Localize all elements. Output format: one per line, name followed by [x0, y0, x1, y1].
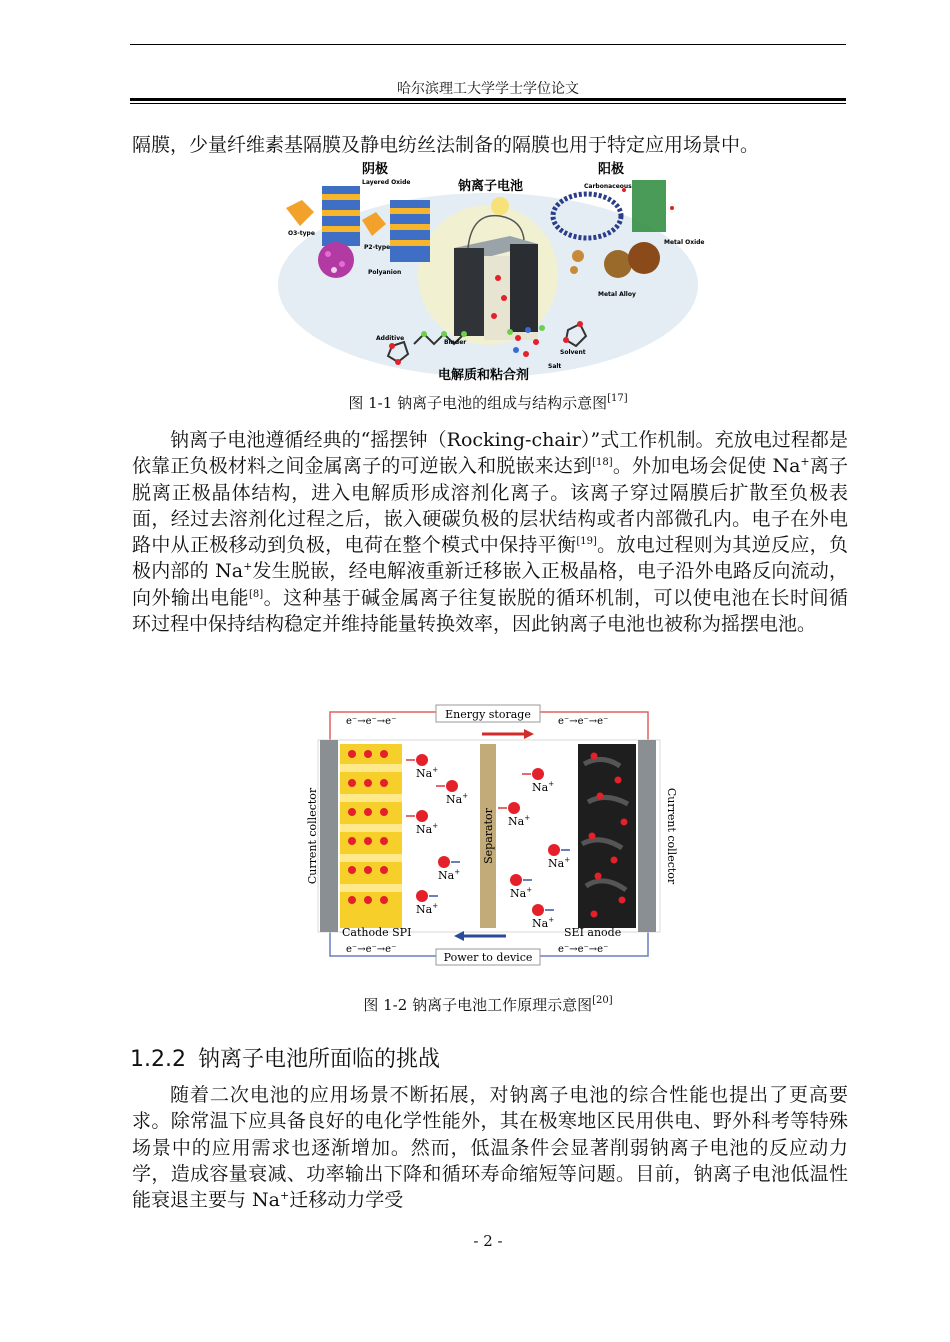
current-collector-right-label: Current collector: [665, 787, 678, 885]
sodium-ion-sphere: [416, 810, 428, 822]
sodium-ion-label: Na+: [416, 766, 439, 780]
figure-1-caption: [130, 392, 846, 413]
current-collector-right: [638, 740, 656, 932]
figure-2-image: [302, 704, 678, 966]
figure-2-caption-text: 图 1-2 钠离子电池工作原理示意图: [363, 996, 593, 1014]
p2-segment-c: 离子脱离正极晶体结构，进入电解质形成溶剂化离子。该离子穿过隔膜后扩散至负极表面，经过去溶剂化过程之后，嵌入硬碳负极的层状结构或者内部微孔内。电子在外电路中从正极移动到负极，电荷在整个模式中保持平衡: [132, 455, 848, 557]
p2-ion-charge-2: +: [243, 560, 253, 574]
electron-flow-bottom-right: e⁻→e⁻→e⁻: [558, 944, 609, 955]
sodium-ion-label: Na+: [416, 822, 439, 836]
anode-carbon: [578, 744, 636, 928]
label-polyanion: Polyanion: [368, 269, 402, 276]
electron-flow-top-right: e⁻→e⁻→e⁻: [558, 716, 609, 727]
sodium-ion-label: Na+: [532, 780, 555, 794]
figure-2-caption-ref: [20]: [592, 995, 613, 1006]
header-thick-rule: [130, 98, 846, 101]
label-binder: Binder: [444, 339, 467, 346]
fig1-bottom-title: 电解质和粘合剂: [438, 368, 530, 383]
sodium-ion-sphere: [416, 754, 428, 766]
sodium-ion-charge: +: [462, 792, 469, 800]
p3-segment-a: 随着二次电池的应用场景不断拓展，对钠离子电池的综合性能也提出了更高要求。除常温下应具备良好的电化学性能外，其在极寒地区民用供电、野外科考等特殊场景中的应用需求也逐渐增加。然而，低温条件会显著削弱钠离子电池的反应动力学，造成容量衰减、功率输出下降和循环寿命缩短等问题。目前，钠离子电池低温性能衰退主要与 Na: [132, 1084, 848, 1212]
p3-segment-b: 迁移动力学受: [289, 1189, 404, 1212]
figure-2-caption: [130, 994, 846, 1015]
label-solvent: Solvent: [560, 349, 586, 356]
sodium-ion-label: Na+: [508, 814, 531, 828]
p2-ref-18: [18]: [592, 457, 613, 469]
label-salt: Salt: [548, 363, 562, 370]
running-header-title: 哈尔滨理工大学学士学位论文: [397, 81, 579, 97]
cathode-layers: [340, 744, 402, 928]
current-collector-left-label: Current collector: [306, 787, 319, 885]
sodium-ion-sphere: [532, 768, 544, 780]
label-metal-oxide: Metal Oxide: [664, 239, 705, 246]
sodium-ion-sphere: [508, 802, 520, 814]
sodium-ion-charge: +: [524, 814, 531, 822]
sodium-ion-sphere: [548, 844, 560, 856]
electron-flow-bottom-left: e⁻→e⁻→e⁻: [346, 944, 397, 955]
sodium-ion-charge: +: [564, 856, 571, 864]
cathode-label: Cathode SPI: [342, 926, 412, 939]
sodium-ion-sphere: [438, 856, 450, 868]
p2-segment-e: 发生脱嵌，经电解液重新迁移嵌入正极晶格，电子沿外电路反向流动，向外输出电能: [132, 560, 848, 609]
sodium-ion-charge: +: [432, 766, 439, 774]
p2-ion-charge-1: +: [800, 455, 810, 469]
p2-segment-d: 。放电过程则为其逆反应，负极内部的 Na: [132, 534, 848, 583]
label-metal-alloy: Metal Alloy: [598, 291, 636, 298]
p2-ref-19: [19]: [576, 536, 597, 548]
sodium-ion-charge: +: [548, 780, 555, 788]
current-collector-left: [320, 740, 338, 932]
figure-1-caption-ref: [17]: [607, 393, 628, 404]
sodium-ion-sphere: [446, 780, 458, 792]
p2-ref-8: [8]: [248, 588, 264, 600]
sodium-ion-sphere: [532, 904, 544, 916]
sodium-ion-sphere: [416, 890, 428, 902]
p2-segment-b: 。外加电场会促使 Na: [612, 455, 801, 478]
sodium-ion-charge: +: [432, 822, 439, 830]
sodium-ion-charge: +: [454, 868, 461, 876]
header-top-rule: [130, 44, 846, 45]
sodium-ion-sphere: [510, 874, 522, 886]
separator-label: Separator: [482, 808, 495, 864]
paragraph-2-text: [132, 427, 848, 637]
fig1-anode-title: 阳极: [598, 162, 625, 177]
p2-segment-a: 钠离子电池遵循经典的“摇摆钟（Rocking-chair）”式工作机制。充放电过程都是依靠正负极材料之间金属离子的可逆嵌入和脱嵌来达到: [132, 429, 848, 478]
sodium-ion-label: Na+: [548, 856, 571, 870]
paragraph-2: [132, 427, 848, 637]
sodium-ion-label: Na+: [532, 916, 555, 930]
label-o3-type: O3-type: [288, 230, 315, 237]
electron-flow-top-left: e⁻→e⁻→e⁻: [346, 716, 397, 727]
sodium-ion-label: Na+: [510, 886, 533, 900]
charge-arrow-head: [524, 729, 534, 739]
sodium-ion-label: Na+: [416, 902, 439, 916]
header-thin-rule: [130, 103, 846, 104]
paragraph-1: [132, 132, 848, 158]
sodium-ion-charge: +: [432, 902, 439, 910]
energy-storage-label: Energy storage: [445, 708, 531, 721]
sodium-ion-label: Na+: [438, 868, 461, 882]
fig1-cathode-title: 阴极: [362, 162, 389, 177]
sodium-ion-charge: +: [526, 886, 533, 894]
paragraph-3: [132, 1082, 848, 1213]
figure-1-image: [272, 160, 704, 385]
anode-label: SEI anode: [564, 926, 622, 939]
section-heading: [130, 1042, 440, 1073]
page-number: - 2 -: [473, 1232, 503, 1250]
label-carbonaceous: Carbonaceous: [584, 183, 632, 190]
section-title: 钠离子电池所面临的挑战: [197, 1047, 440, 1072]
p2-segment-f: 。这种基于碱金属离子往复嵌脱的循环机制，可以使电池在长时间循环过程中保持结构稳定并维持能量转换效率，因此钠离子电池也被称为摇摆电池。: [132, 586, 848, 636]
label-p2-type: P2-type: [364, 244, 391, 251]
paragraph-3-text: [132, 1082, 848, 1213]
fig1-center-title: 钠离子电池: [458, 179, 524, 194]
paragraph-1-text: 隔膜，少量纤维素基隔膜及静电纺丝法制备的隔膜也用于特定应用场景中。: [132, 134, 760, 156]
sodium-ion-charge: +: [548, 916, 555, 924]
polyanion-structure: [318, 242, 354, 278]
label-additive: Additive: [376, 335, 405, 342]
sodium-ion-label: Na+: [446, 792, 469, 806]
figure-1-caption-text: 图 1-1 钠离子电池的组成与结构示意图: [348, 394, 608, 412]
p3-ion-charge: +: [280, 1189, 290, 1203]
section-number: 1.2.2: [130, 1047, 186, 1072]
power-to-device-label: Power to device: [443, 951, 533, 964]
label-layered-oxide: Layered Oxide: [362, 179, 411, 186]
